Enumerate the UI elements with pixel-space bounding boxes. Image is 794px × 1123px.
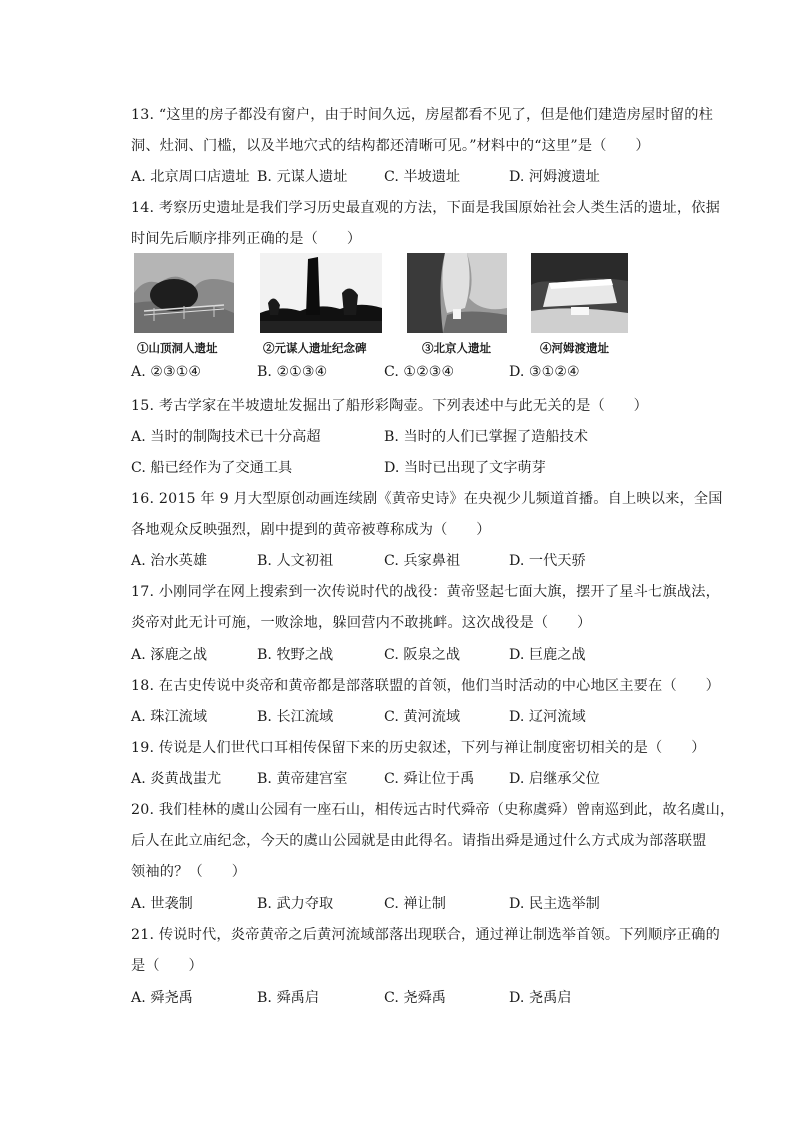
q20-option-c: C. 禅让制: [384, 896, 446, 912]
q16-option-c: C. 兵家鼻祖: [384, 553, 461, 569]
q14-caption-2: ②元谋人遗址纪念碑: [263, 341, 367, 355]
q17-stem-line1: 17. 小刚同学在网上搜索到一次传说时代的战役：黄帝竖起七面大旗，摆开了星斗七旗战法，: [131, 584, 720, 600]
q14-photo-yuanmou-monument: [260, 253, 382, 333]
q13-option-d: D. 河姆渡遗址: [509, 169, 600, 185]
q19-option-b: B. 黄帝建宫室: [257, 771, 348, 787]
q14-option-a: A. ②③①④: [131, 364, 202, 380]
q14-stem-line2: 时间先后顺序排列正确的是（ ）: [131, 231, 362, 247]
q13-option-b: B. 元谋人遗址: [257, 169, 348, 185]
q14-caption-4: ④河姆渡遗址: [540, 341, 609, 355]
q21-stem-line2: 是（ ）: [131, 958, 203, 974]
q16-option-a: A. 治水英雄: [131, 553, 208, 569]
q13-stem-line2: 洞、灶洞、门槛，以及半地穴式的结构都还清晰可见。”材料中的“这里”是（ ）: [131, 138, 650, 154]
q17-stem-line2: 炎帝对此无计可施，一败涂地，躲回营内不敢挑衅。这次战役是（ ）: [131, 615, 592, 631]
q15-stem-line1: 15. 考古学家在半坡遗址发掘出了船形彩陶壶。下列表述中与此无关的是（ ）: [131, 398, 649, 414]
q14-caption-3: ③北京人遗址: [422, 341, 491, 355]
q18-option-b: B. 长江流域: [257, 709, 334, 725]
q19-stem-line1: 19. 传说是人们世代口耳相传保留下来的历史叙述，下列与禅让制度密切相关的是（ ）: [131, 740, 706, 756]
q20-option-a: A. 世袭制: [131, 896, 193, 912]
q21-option-c: C. 尧舜禹: [384, 990, 446, 1006]
q18-option-c: C. 黄河流域: [384, 709, 461, 725]
q20-stem-line2: 后人在此立庙纪念，今天的虞山公园就是由此得名。请指出舜是通过什么方式成为部落联盟: [131, 833, 707, 849]
q19-option-a: A. 炎黄战蚩尤: [131, 771, 222, 787]
q14-photo-beijingren: [407, 253, 507, 333]
q15-option-b: B. 当时的人们已掌握了造船技术: [384, 429, 588, 445]
q16-stem-line2: 各地观众反映强烈，剧中提到的黄帝被尊称成为（ ）: [131, 522, 491, 538]
q13-option-a: A. 北京周口店遗址: [131, 169, 250, 185]
q18-option-d: D. 辽河流域: [509, 709, 586, 725]
q21-option-d: D. 尧禹启: [509, 990, 572, 1006]
q19-option-c: C. 舜让位于禹: [384, 771, 475, 787]
q14-photo-shandingdong: [134, 253, 234, 333]
q13-option-c: C. 半坡遗址: [384, 169, 461, 185]
q15-option-a: A. 当时的制陶技术已十分高超: [131, 429, 321, 445]
q14-option-d: D. ③①②④: [509, 364, 580, 380]
q14-stem-line1: 14. 考察历史遗址是我们学习历史最直观的方法，下面是我国原始社会人类生活的遗址，依据: [131, 200, 720, 216]
q14-caption-1: ①山顶洞人遗址: [137, 341, 218, 355]
q17-option-a: A. 涿鹿之战: [131, 647, 208, 663]
q17-option-d: D. 巨鹿之战: [509, 647, 586, 663]
q15-option-c: C. 船已经作为了交通工具: [131, 460, 293, 476]
q19-option-d: D. 启继承父位: [509, 771, 600, 787]
q18-option-a: A. 珠江流域: [131, 709, 208, 725]
q20-option-d: D. 民主选举制: [509, 896, 600, 912]
q21-stem-line1: 21. 传说时代，炎帝黄帝之后黄河流域部落出现联合，通过禅让制选举首领。下列顺序正确的: [131, 927, 720, 943]
q14-photo-hemudu: [531, 253, 628, 333]
q18-stem-line1: 18. 在古史传说中炎帝和黄帝都是部落联盟的首领，他们当时活动的中心地区主要在（ ）: [131, 678, 720, 694]
q17-option-c: C. 阪泉之战: [384, 647, 461, 663]
q17-option-b: B. 牧野之战: [257, 647, 334, 663]
q16-option-b: B. 人文初祖: [257, 553, 334, 569]
q20-stem-line3: 领袖的？（ ）: [131, 864, 247, 880]
q16-stem-line1: 16. 2015 年 9 月大型原创动画连续剧《黄帝史诗》在央视少儿频道首播。自上映以来，全国: [131, 491, 723, 507]
q14-option-b: B. ②①③④: [257, 364, 328, 380]
q21-option-b: B. 舜禹启: [257, 990, 320, 1006]
q21-option-a: A. 舜尧禹: [131, 990, 193, 1006]
q13-stem-line1: 13. “这里的房子都没有窗户，由于时间久远，房屋都看不见了，但是他们建造房屋时留的柱: [131, 107, 714, 123]
q20-stem-line1: 20. 我们桂林的虞山公园有一座石山，相传远古时代舜帝（史称虞舜）曾南巡到此，故名虞山，: [131, 802, 735, 818]
q14-option-c: C. ①②③④: [384, 364, 455, 380]
q15-option-d: D. 当时已出现了文字萌芽: [384, 460, 546, 476]
q16-option-d: D. 一代天骄: [509, 553, 586, 569]
q20-option-b: B. 武力夺取: [257, 896, 334, 912]
